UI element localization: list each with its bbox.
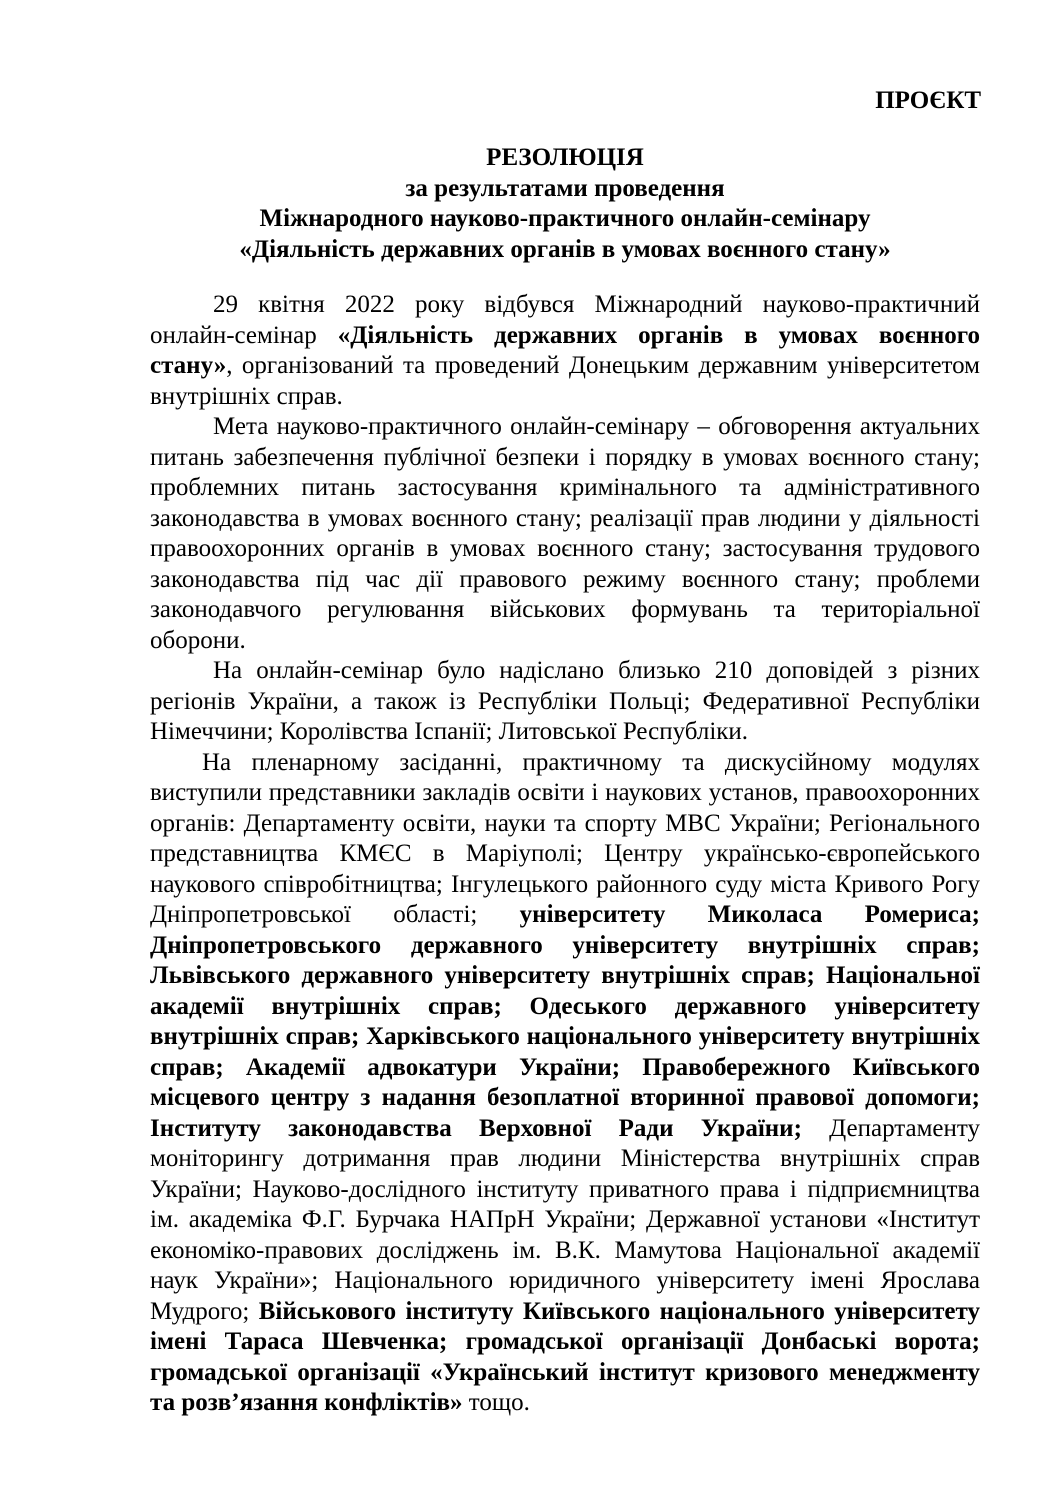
paragraph-4-bold-a: університету Миколаса Ромериса; Дніпропетровського державного університету внутрішніх справ; Львівського державного університету внутрішніх справ; Національної академії внутрішніх справ; Одеського державного університету внутрішніх справ; Харківського національного університету внутрішніх справ; Академії адвокатури України; Правобережного Київського місцевого центру з надання безоплатної вторинної правової допомоги; Інституту законодавства Верховної Ради України;	[150, 901, 980, 1142]
paragraph-2-text: Мета науково-практичного онлайн-семінару – обговорення актуальних питань забезпечення публічної безпеки і порядку в умовах воєнного стану; проблемних питань застосування кримінального та адміністративного законодавства в умовах воєнного стану; реалізації прав людини у діяльності правоохоронних органів в умовах воєнного стану; застосування трудового законодавства під час дії правового режиму воєнного стану; проблеми законодавчого регулювання військових формувань та територіальної оборони.	[150, 413, 980, 654]
title-event-topic: «Діяльність державних органів в умовах воєнного стану»	[239, 235, 891, 263]
title-heading: РЕЗОЛЮЦІЯ	[486, 144, 644, 171]
paragraph-4-bold-b: Військового інституту Київського національного університету імені Тараса Шевченка; громадської організації Донбаські ворота; громадської організації «Український інститут кризового менеджменту та розв’язання конфліктів»	[150, 1297, 980, 1416]
paragraph-1-seminar-title: «Діяльність державних органів в умовах воєнного стану»	[150, 321, 980, 379]
paragraph-4-text-c: тощо.	[462, 1389, 530, 1416]
paragraph-1-text-b: , організований та проведений Донецьким державним університетом внутрішніх справ.	[150, 352, 980, 410]
paragraph-4	[150, 748, 980, 1419]
document-body	[150, 290, 980, 1419]
paragraph-2	[150, 412, 980, 656]
title-event-name: Міжнародного науково-практичного онлайн-семінару	[259, 205, 871, 232]
title-block	[150, 143, 980, 265]
paragraph-3	[150, 656, 980, 748]
paragraph-3-text: На онлайн-семінар було надіслано близько 210 доповідей з різних регіонів України, а також із Республіки Польці; Федеративної Республіки Німеччини; Королівства Іспанії; Литовської Республіки.	[150, 657, 980, 745]
draft-stamp: ПРОЄКТ	[875, 87, 981, 114]
paragraph-4-text-a: На пленарному засіданні, практичному та дискусійному модулях виступили представники закладів освіти і наукових установ, правоохоронних органів: Департаменту освіти, науки та спорту МВС України; Регіонального представництва КМЄС в Маріуполі; Центру українсько-європейського наукового співробітництва; Інгулецького районного суду міста Кривого Рогу Дніпропетровської області;	[150, 748, 980, 928]
paragraph-1	[150, 290, 980, 412]
paragraph-1-text-a: 29 квітня 2022 року відбувся Міжнародний науково-практичний онлайн-семінар	[150, 291, 980, 349]
paragraph-4-text-b: Департаменту моніторингу дотримання прав людини Міністерства внутрішніх справ України; Науково-дослідного інституту приватного права і підприємництва ім. академіка Ф.Г. Бурчака НАПрН України; Державної установи «Інститут економіко-правових досліджень ім. В.К. Мамутова Національної академії наук України»; Національного юридичного університету імені Ярослава Мудрого;	[150, 1114, 980, 1325]
title-subheading: за результатами проведення	[405, 174, 725, 202]
